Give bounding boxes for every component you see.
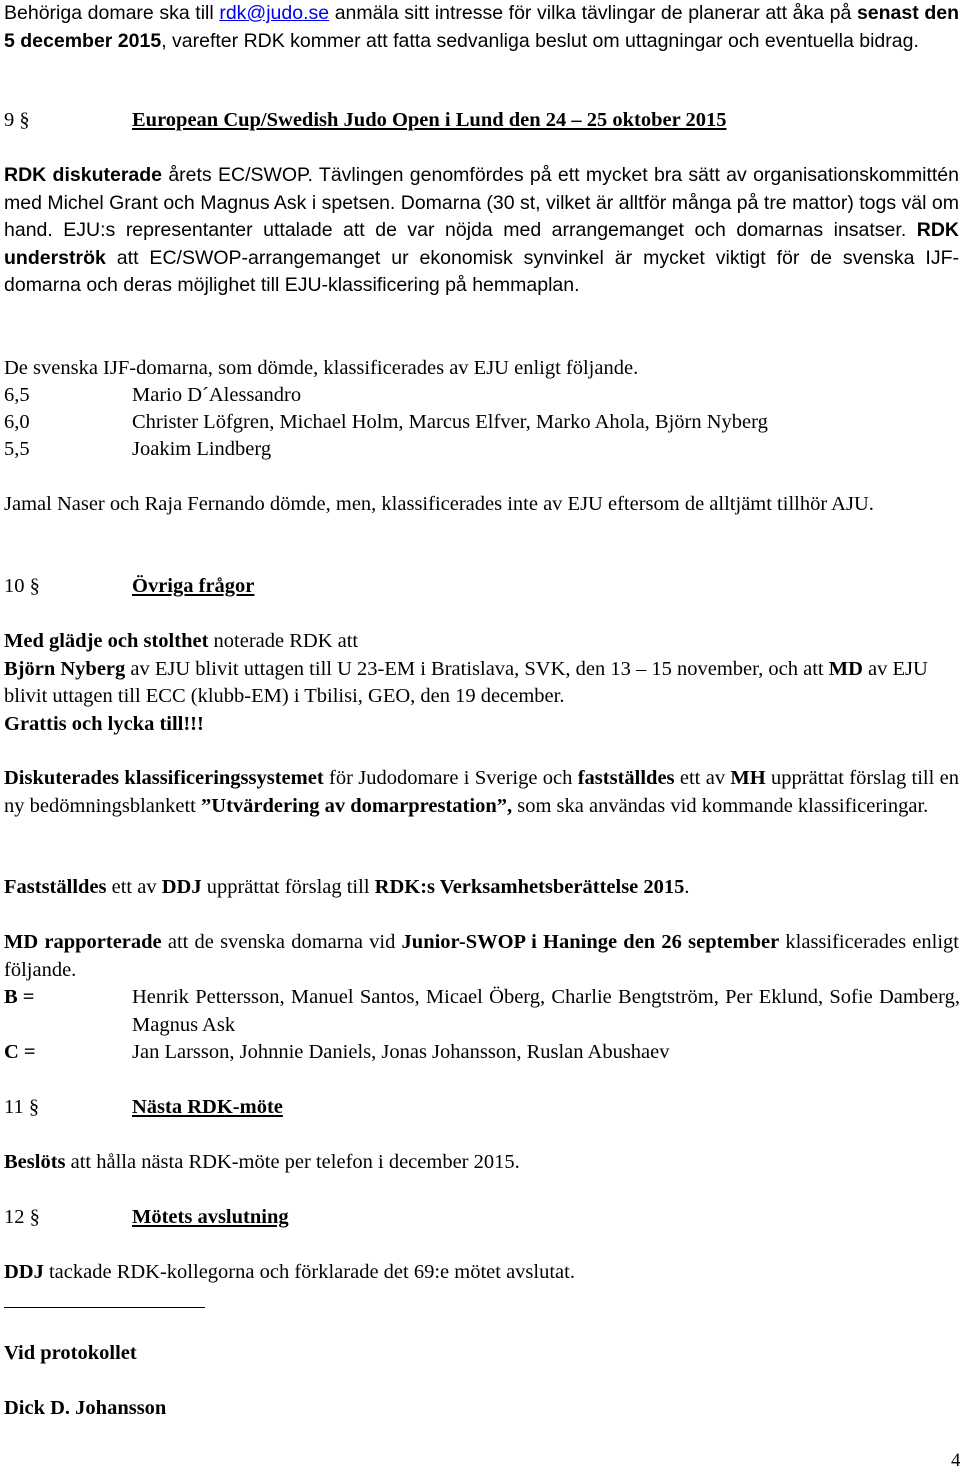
rating-names: Mario D´Alessandro	[132, 384, 302, 406]
body-text: att hålla nästa RDK-möte per telefon i december 2015.	[65, 1151, 520, 1173]
bold-text: ”Utvärdering av domarprestation”,	[201, 794, 513, 817]
paragraph-line	[4, 656, 959, 711]
paragraph-line	[4, 711, 959, 739]
body-text: som ska användas vid kommande klassificeringar.	[512, 794, 929, 817]
section-number: 12 §	[4, 1206, 40, 1228]
group-names: Jan Larsson, Johnnie Daniels, Jonas Johansson, Ruslan Abushaev	[132, 1041, 670, 1063]
body-text: att de svenska domarna vid	[161, 931, 402, 953]
bold-text: MD rapporterade	[4, 931, 162, 953]
section-number: 9 §	[4, 109, 30, 131]
bold-text: MD	[828, 657, 863, 680]
body-text: för Judodomare i Sverige och	[323, 767, 578, 789]
paragraph-line	[4, 628, 959, 656]
rating-score: 6,0	[4, 411, 30, 433]
rating-score: 5,5	[4, 438, 30, 460]
section-title: Mötets avslutning	[132, 1206, 289, 1228]
bold-text: fastställdes	[577, 767, 675, 789]
body-text: att EC/SWOP-arrangemanget ur ekonomisk synvinkel är mycket viktigt för de svenska IJF-domarna och deras möjlighet till EJU-klassificering på hemmaplan.	[4, 246, 959, 296]
bold-text: Diskuterades klassificeringssystemet	[4, 767, 324, 789]
body-text: upprättat förslag till en ny bedömningsblankett	[4, 767, 960, 817]
section-12-paragraph	[4, 1259, 959, 1287]
signature-name	[4, 1395, 959, 1423]
body-text: årets EC/SWOP. Tävlingen genomfördes på ett mycket bra sätt av organisationskommittén med Michel Grant och Magnus Ask i spetsen. Domarna (30 st, vilket är alltför många på tre mattor) togs väl om hand. EJU:s representanter uttalade att de var nöjda med arrangemanget och domarnas insatser.	[4, 164, 959, 241]
bold-text: RDK diskuterade	[4, 164, 163, 186]
body-text: av EJU blivit uttagen till U 23-EM i Bratislava, SVK, den 13 – 15 november, och att	[125, 657, 829, 680]
section-9-paragraph	[4, 162, 959, 300]
body-text: noterade RDK att	[208, 630, 359, 652]
group-label: C =	[4, 1041, 36, 1063]
bold-text: RDK:s Verksamhetsberättelse 2015	[374, 876, 685, 898]
bold-text: Junior-SWOP i Haninge den 26 september	[401, 931, 780, 953]
email-link-domain[interactable]: .se	[303, 2, 330, 24]
intro-text: anmäla sitt intresse för vilka tävlingar de planerar att åka på	[329, 2, 857, 24]
intro-text: Behöriga domare ska till	[4, 2, 220, 24]
section-number: 10 §	[4, 575, 40, 597]
signature-heading	[4, 1340, 959, 1368]
bold-text: DDJ	[161, 876, 202, 898]
not-classified-note: Jamal Naser och Raja Fernando dömde, men, klassificerades inte av EJU eftersom de alltjämt tillhör AJU.	[4, 493, 874, 515]
body-text: klassificerades enligt följande.	[4, 931, 959, 981]
bold-text: Fastställdes	[4, 876, 107, 898]
signature-line	[4, 1307, 205, 1308]
body-text: tackade RDK-kollegorna och förklarade det 69:e mötet avslutat.	[43, 1261, 575, 1283]
body-text: upprättat förslag till	[201, 876, 375, 898]
signature-name-text: Dick D. Johansson	[4, 1397, 167, 1419]
body-text: ett av	[106, 876, 162, 898]
bold-text: MH	[730, 767, 766, 789]
congrats-text: Grattis och lycka till!!!	[4, 712, 204, 735]
rating-names: Christer Löfgren, Michael Holm, Marcus Elfver, Marko Ahola, Björn Nyberg	[132, 411, 768, 433]
signature-heading-text: Vid protokollet	[4, 1342, 137, 1364]
page-number: 4	[951, 1450, 960, 1471]
intro-paragraph	[4, 0, 959, 55]
section-10-paragraph-3	[4, 874, 959, 902]
email-link[interactable]	[219, 2, 329, 24]
body-text: .	[684, 876, 690, 898]
bold-text: RDK underströk	[4, 219, 959, 269]
bold-text: Björn Nyberg	[4, 657, 126, 680]
body-text: av EJU blivit uttagen till ECC (klubb-EM) i Tbilisi, GEO, den 19 december.	[4, 657, 928, 707]
section-11-paragraph	[4, 1149, 959, 1177]
section-number: 11 §	[4, 1096, 40, 1118]
deadline-text: senast den 5 december 2015	[4, 2, 960, 52]
rating-score: 6,5	[4, 384, 30, 406]
email-link-part[interactable]: rdk@judo	[219, 2, 304, 24]
intro-text: , varefter RDK kommer att fatta sedvanliga beslut om uttagningar och eventuella bidrag.	[161, 29, 919, 52]
section-10-paragraph-4	[4, 929, 959, 984]
body-text: ett av	[674, 767, 731, 789]
bold-text: DDJ	[4, 1261, 44, 1283]
classification-intro: De svenska IJF-domarna, som dömde, klassificerades av EJU enligt följande.	[4, 357, 639, 379]
group-names: Henrik Pettersson, Manuel Santos, Micael Öberg, Charlie Bengtström, Per Eklund, Sofie Damberg, Magnus Ask	[132, 986, 960, 1036]
rating-names: Joakim Lindberg	[132, 438, 272, 460]
bold-text: Med glädje och stolthet	[4, 630, 209, 652]
group-label: B =	[4, 986, 35, 1008]
section-10-paragraph-1	[4, 628, 959, 738]
section-title: Nästa RDK-möte	[132, 1096, 283, 1118]
bold-text: Beslöts	[4, 1151, 66, 1173]
section-title: Övriga frågor	[132, 575, 255, 597]
section-10-paragraph-2	[4, 765, 959, 820]
section-title: European Cup/Swedish Judo Open i Lund den 24 – 25 oktober 2015	[132, 109, 727, 131]
